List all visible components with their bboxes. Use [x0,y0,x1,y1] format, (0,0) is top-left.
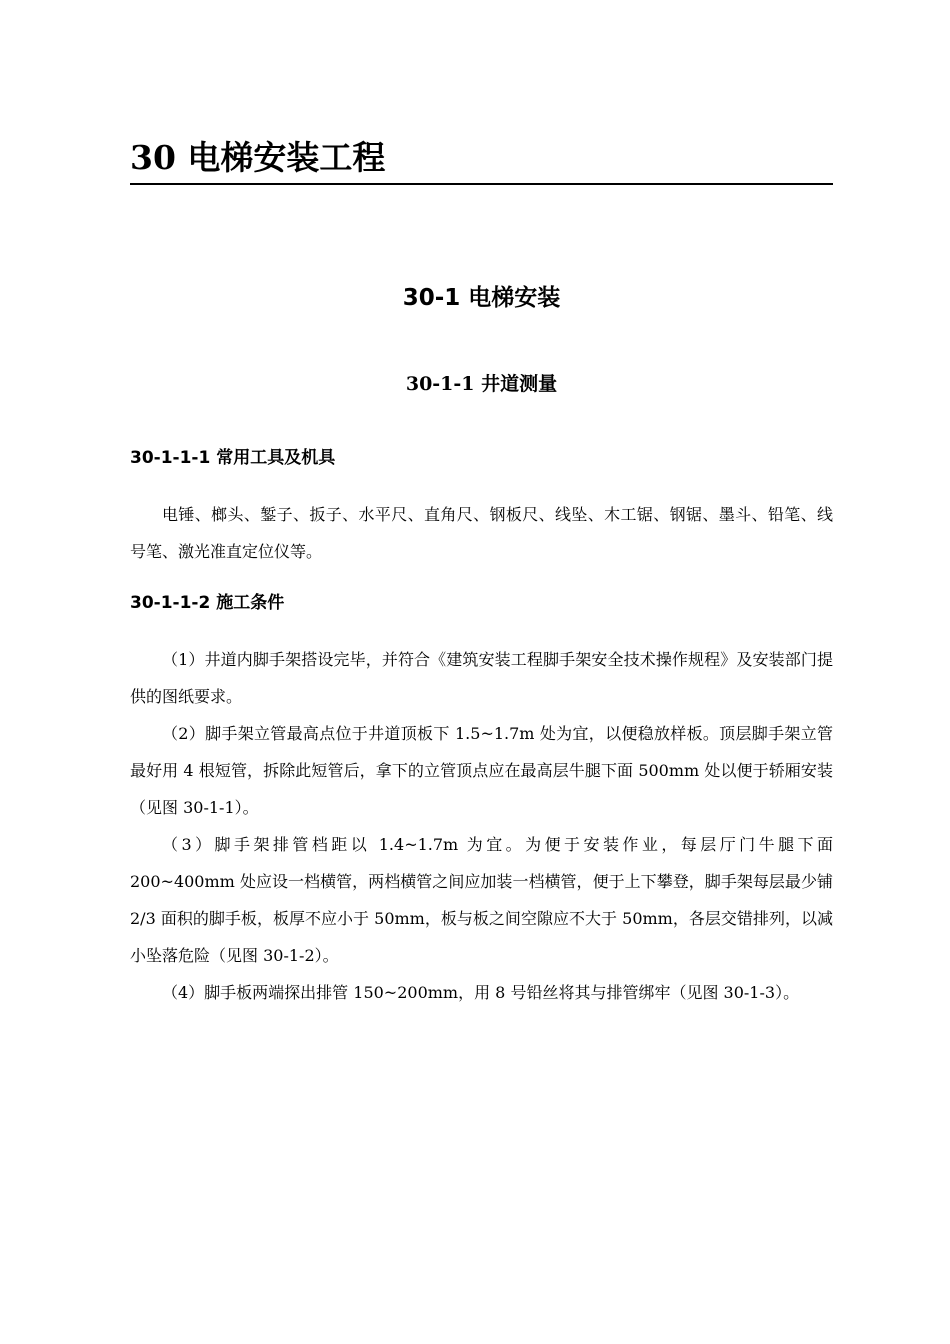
conditions-paragraph-3: （3）脚手架排管档距以 1.4~1.7m 为宜。为便于安装作业，每层厅门牛腿下面 200~400mm 处应设一档横管，两档横管之间应加装一档横管，便于上下攀登，脚手架每层最少铺 2/3 面积的脚手板，板厚不应小于 50mm，板与板之间空隙应不大于 50mm，各层交错排列，以减小坠落危险（见图 30-1-2）。 [130,835,833,965]
tools-paragraph: 电锤、榔头、錾子、扳子、水平尺、直角尺、钢板尺、线坠、木工锯、钢锯、墨斗、铅笔、线号笔、激光准直定位仪等。 [130,505,833,561]
chapter-title: 30 电梯安装工程 [130,138,386,177]
conditions-heading: 30-1-1-2 施工条件 [130,593,285,613]
section-title: 30-1 电梯安装 [402,285,561,311]
tools-heading: 30-1-1-1 常用工具及机具 [130,448,336,468]
subsection-title: 30-1-1 井道测量 [405,373,558,395]
conditions-paragraph-2: （2）脚手架立管最高点位于井道顶板下 1.5~1.7m 处为宜，以便稳放样板。顶层脚手架立管最好用 4 根短管，拆除此短管后，拿下的立管顶点应在最高层牛腿下面 500mm 处以便于轿厢安装（见图 30-1-1）。 [130,724,833,817]
conditions-paragraph-1: （1）井道内脚手架搭设完毕，并符合《建筑安装工程脚手架安全技术操作规程》及安装部门提供的图纸要求。 [130,650,833,706]
conditions-paragraph-4: （4）脚手板两端探出排管 150~200mm，用 8 号铅丝将其与排管绑牢（见图 30-1-3）。 [162,983,800,1002]
chapter-title-underline [130,183,833,185]
